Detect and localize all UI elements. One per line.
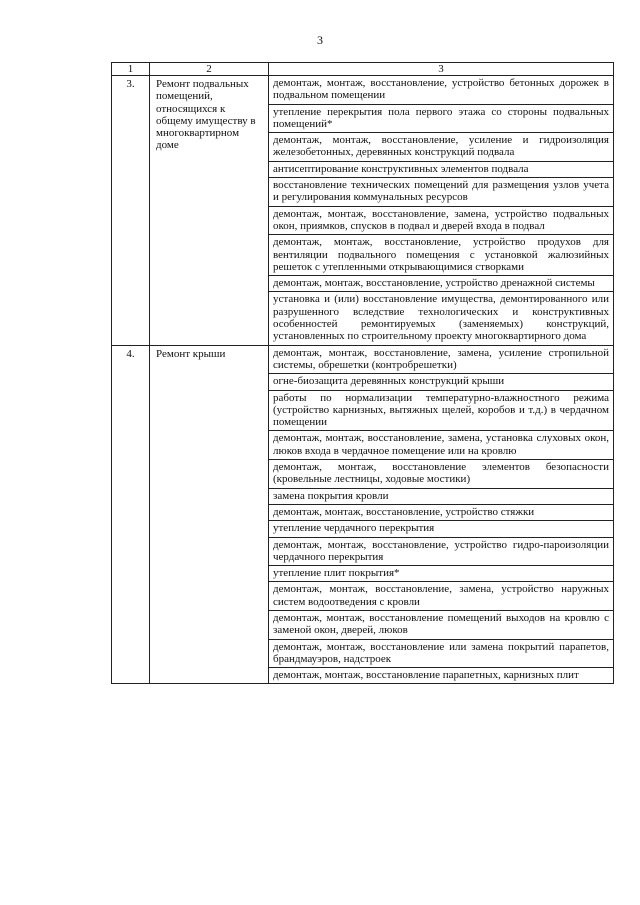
table-row-basement [112, 76, 614, 346]
works-table [111, 62, 614, 684]
table-header-row [112, 63, 614, 76]
row-number: 3. [112, 76, 150, 346]
row-works-list [269, 76, 614, 346]
work-item: демонтаж, монтаж, восстановление, устройство стяжки [269, 505, 613, 521]
work-item: огне-биозащита деревянных конструкций крыши [269, 374, 613, 390]
column-header-2: 2 [150, 63, 269, 76]
work-item: утепление плит покрытия* [269, 566, 613, 582]
column-header-1: 1 [112, 63, 150, 76]
row-number: 4. [112, 345, 150, 684]
row-works-list [269, 345, 614, 684]
work-item: демонтаж, монтаж, восстановление помещений выходов на кровлю с заменой окон, дверей, люков [269, 611, 613, 640]
work-item: установка и (или) восстановление имущества, демонтированного или разрушенного вследствие технологических и конструктивных особенностей ремонтируемых (заменяемых) конструкций, установленных по строительному проекту многоквартирного дома [273, 293, 609, 343]
work-item: демонтаж, монтаж, восстановление элементов безопасности (кровельные лестницы, ходовые мостики) [269, 460, 613, 489]
column-header-3: 3 [269, 63, 614, 76]
work-item: замена покрытия кровли [269, 489, 613, 505]
row-section-name: Ремонт подвальных помещений, относящихся к общему имуществу в многоквартирном доме [150, 76, 269, 346]
table-row-roof [112, 345, 614, 684]
work-item: утепление перекрытия пола первого этажа со стороны подвальных помещений* [269, 105, 613, 134]
page-number: 3 [317, 33, 323, 47]
work-item: утепление чердачного перекрытия [269, 521, 613, 537]
work-item: восстановление технических помещений для размещения узлов учета и регулирования коммунальных ресурсов [269, 178, 613, 207]
work-item: демонтаж, монтаж, восстановление, устройство дренажной системы [269, 276, 613, 292]
work-item: демонтаж, монтаж, восстановление парапетных, карнизных плит [273, 669, 579, 682]
work-item: демонтаж, монтаж, восстановление, устройство бетонных дорожек в подвальном помещении [269, 76, 613, 105]
work-item: демонтаж, монтаж, восстановление, замена, усиление стропильной системы, обрешетки (контробрешетки) [269, 346, 613, 375]
work-item: демонтаж, монтаж, восстановление, замена, устройство подвальных окон, приямков, спусков в подвал и дверей входа в подвал [269, 207, 613, 236]
work-item: демонтаж, монтаж, восстановление, усиление и гидроизоляция железобетонных, деревянных конструкций подвала [269, 133, 613, 162]
row-section-name: Ремонт крыши [150, 345, 269, 684]
work-item: демонтаж, монтаж, восстановление или замена покрытий парапетов, брандмауэров, надстроек [269, 640, 613, 669]
work-item: демонтаж, монтаж, восстановление, замена, установка слуховых окон, люков входа в чердачное помещение или на кровлю [269, 431, 613, 460]
work-item: демонтаж, монтаж, восстановление, устройство продухов для вентиляции подвального помещения с установкой жалюзийных решеток с утепленными открывающимися створками [269, 235, 613, 276]
work-item: работы по нормализации температурно-влажностного режима (устройство карнизных, вытяжных щелей, коробов и т.д.) в чердачном помещении [269, 391, 613, 432]
work-item: демонтаж, монтаж, восстановление, устройство гидро-пароизоляции чердачного перекрытия [269, 538, 613, 567]
work-item: демонтаж, монтаж, восстановление, замена, устройство наружных систем водоотведения с кровли [269, 582, 613, 611]
work-item: антисептирование конструктивных элементов подвала [269, 162, 613, 178]
